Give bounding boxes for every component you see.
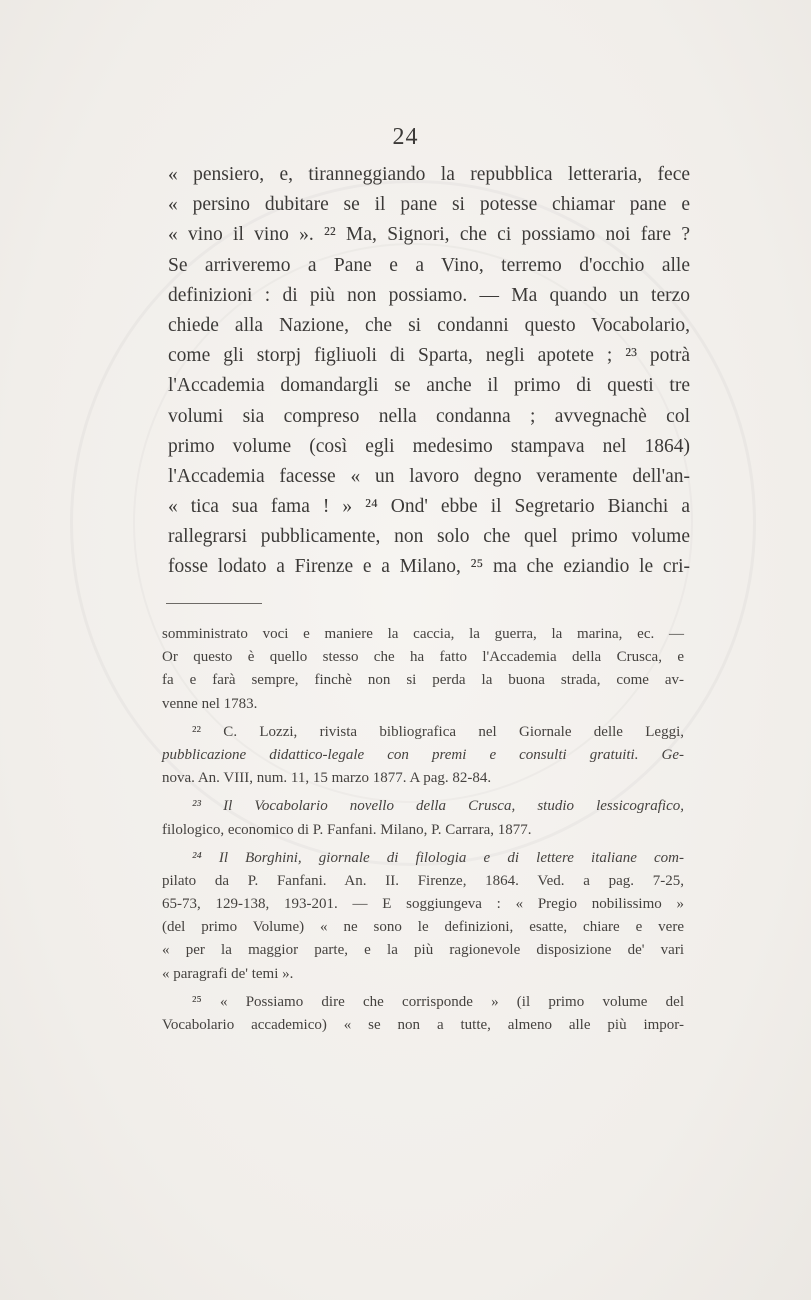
footnote-line: Or questo è quello stesso che ha fatto l'Accademia della Crusca, e (162, 649, 684, 666)
footnote-22: ²² C. Lozzi, rivista bibliografica nel Giornale delle Leggi, (192, 723, 684, 740)
footnote-line: filologico, economico di P. Fanfani. Milano, P. Carrara, 1877. (162, 821, 532, 838)
footnote-line: somministrato voci e maniere la caccia, la guerra, la marina, ec. — (162, 626, 684, 642)
footnote-line: pubblicazione didattico-legale con premi e consulti gratuiti. Ge- (162, 746, 684, 763)
page-number: 24 (392, 124, 419, 150)
footnote-separator (166, 603, 262, 604)
footnote-25: ²⁵ « Possiamo dire che corrisponde » (il primo volume del (192, 993, 684, 1010)
body-line-1: « pensiero, e, tiranneggiando la repubblica letteraria, fece (168, 164, 690, 185)
body-line-7: come gli storpj figliuoli di Sparta, negli apotete ; ²³ potrà (168, 345, 690, 367)
body-line-10: primo volume (così egli medesimo stampava nel 1864) (168, 435, 690, 457)
body-line-14: fosse lodato a Firenze e a Milano, ²⁵ ma che eziandio le cri- (168, 556, 690, 578)
body-line-11: l'Accademia facesse « un lavoro degno veramente dell'an- (168, 465, 690, 487)
footnote-line: nova. An. VIII, num. 11, 15 marzo 1877. A pag. 82-84. (162, 770, 492, 787)
body-line-3: « vino il vino ». ²² Ma, Signori, che ci possiamo noi fare ? (168, 224, 690, 246)
body-line-12: « tica sua fama ! » ²⁴ Ond' ebbe il Segretario Bianchi a (168, 496, 690, 518)
body-text (168, 160, 690, 583)
footnote-line: fa e farà sempre, finchè non si perda la buona strada, come av- (162, 672, 684, 689)
footnote-line: (del primo Volume) « ne sono le definizioni, esatte, chiare e vere (162, 919, 684, 936)
body-line-6: chiede alla Nazione, che si condanni questo Vocabolario, (168, 314, 690, 336)
body-line-2: « persino dubitare se il pane si potesse chiamar pane e (168, 194, 690, 216)
footnote-line: venne nel 1783. (162, 695, 258, 712)
footnote-line: 65-73, 129-138, 193-201. — E soggiungeva : « Pregio nobilissimo » (162, 896, 684, 913)
footnote-line: pilato da P. Fanfani. An. II. Firenze, 1864. Ved. a pag. 7-25, (162, 872, 684, 889)
footnote-line: Vocabolario accademico) « se non a tutte, almeno alle più impor- (162, 1017, 684, 1033)
footnote-24: ²⁴ Il Borghini, giornale di filologia e di lettere italiane com- (192, 849, 684, 866)
footnotes (162, 623, 684, 1037)
footnote-line: « paragrafi de' temi ». (162, 965, 294, 982)
body-line-13: rallegrarsi pubblicamente, non solo che quel primo volume (168, 526, 690, 548)
body-line-5: definizioni : di più non possiamo. — Ma quando un terzo (168, 284, 690, 306)
footnote-line: « per la maggior parte, e la più ragionevole disposizione de' vari (162, 942, 684, 959)
footnote-23: ²³ Il Vocabolario novello della Crusca, studio lessicografico, (192, 798, 684, 815)
body-line-8: l'Accademia domandargli se anche il primo di questi tre (168, 375, 690, 397)
body-line-4: Se arriveremo a Pane e a Vino, terremo d'occhio alle (168, 254, 690, 276)
body-line-9: volumi sia compreso nella condanna ; avvegnachè col (168, 405, 690, 427)
